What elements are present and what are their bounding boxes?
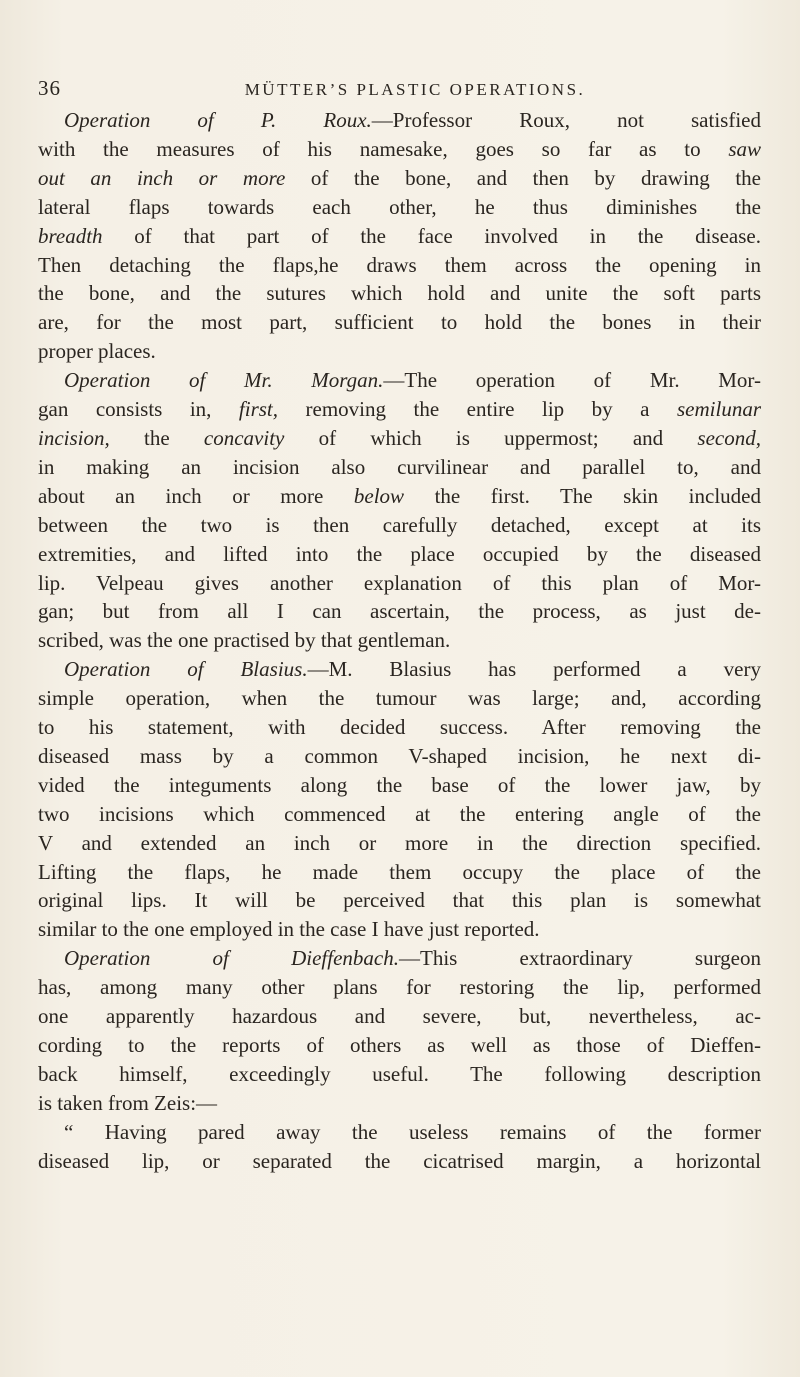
text-run: the bone, and the sutures which hold and unite the soft parts bbox=[38, 281, 761, 306]
italic-text: second, bbox=[697, 425, 761, 450]
text-line bbox=[38, 106, 761, 135]
text-line bbox=[38, 915, 761, 944]
text-run: Then detaching the flaps,he draws them across the opening in bbox=[38, 252, 761, 277]
text-run: of the bone, and then by drawing the bbox=[285, 165, 761, 190]
text-run: —M. Blasius has performed a very bbox=[307, 657, 761, 682]
text-run: is taken from Zeis:— bbox=[38, 1090, 218, 1115]
italic-text: Operation of Dieffenbach. bbox=[64, 946, 399, 971]
text-run: extremities, and lifted into the place occupied by the diseased bbox=[38, 541, 761, 566]
text-run: two incisions which commenced at the entering angle of the bbox=[38, 801, 761, 826]
text-run: about an inch or more bbox=[38, 483, 354, 508]
text-line bbox=[38, 800, 761, 829]
text-run: to his statement, with decided success. After removing the bbox=[38, 715, 761, 740]
text-line bbox=[38, 135, 761, 164]
text-line bbox=[38, 424, 761, 453]
text-run: gan; but from all I can ascertain, the process, as just de- bbox=[38, 599, 761, 624]
text-line bbox=[38, 308, 761, 337]
italic-text: out an inch or more bbox=[38, 165, 286, 190]
italic-text: Operation of Blasius. bbox=[64, 657, 308, 682]
text-line bbox=[38, 684, 761, 713]
text-run: of that part of the face involved in the disease. bbox=[102, 223, 761, 248]
text-run: in making an incision also curvilinear and parallel to, and bbox=[38, 454, 761, 479]
text-line bbox=[38, 569, 761, 598]
italic-text: semilunar bbox=[677, 397, 761, 422]
text-run: gan consists in, bbox=[38, 397, 239, 422]
text-line bbox=[38, 540, 761, 569]
italic-text: incision, bbox=[38, 425, 110, 450]
text-run: “ Having pared away the useless remains of the former bbox=[64, 1119, 761, 1144]
text-run: —Professor Roux, not satisfied bbox=[371, 108, 761, 132]
text-run: lateral flaps towards each other, he thus diminishes the bbox=[38, 194, 761, 219]
text-run: cording to the reports of others as well as those of Dieffen- bbox=[38, 1033, 761, 1057]
text-line bbox=[38, 771, 761, 800]
italic-text: concavity bbox=[203, 425, 285, 450]
text-line bbox=[38, 829, 761, 858]
text-run: original lips. It will be perceived that this plan is somewhat bbox=[38, 888, 761, 913]
text-line bbox=[38, 511, 761, 540]
text-run: vided the integuments along the base of the lower jaw, by bbox=[38, 772, 761, 797]
text-line bbox=[38, 453, 761, 482]
text-line bbox=[38, 742, 761, 771]
text-run: similar to the one employed in the case I have just reported. bbox=[38, 917, 540, 942]
text-run: the first. The skin included bbox=[404, 483, 761, 508]
text-line bbox=[38, 337, 761, 366]
text-run: Lifting the flaps, he made them occupy the place of the bbox=[38, 859, 761, 884]
text-line bbox=[38, 1089, 761, 1118]
italic-text: saw bbox=[728, 136, 761, 161]
text-run: —This extraordinary surgeon bbox=[399, 946, 761, 971]
page-number: 36 bbox=[38, 76, 61, 100]
text-run: proper places. bbox=[38, 339, 156, 364]
page-header bbox=[0, 76, 800, 106]
text-line bbox=[38, 251, 761, 280]
text-run: diseased lip, or separated the cicatrised margin, a horizontal bbox=[38, 1148, 761, 1173]
text-line bbox=[38, 366, 761, 395]
text-run: back himself, exceedingly useful. The following description bbox=[38, 1061, 761, 1086]
text-line bbox=[38, 1147, 761, 1176]
text-line bbox=[38, 597, 761, 626]
italic-text: Operation of P. Roux. bbox=[64, 108, 372, 132]
text-line bbox=[38, 973, 761, 1002]
text-run: removing the entire lip by a bbox=[278, 397, 677, 422]
text-run: lip. Velpeau gives another explanation of this plan of Mor- bbox=[38, 570, 761, 595]
text-line bbox=[38, 279, 761, 308]
text-run: —The operation of Mr. Mor- bbox=[383, 368, 761, 393]
text-run: one apparently hazardous and severe, but, nevertheless, ac- bbox=[38, 1004, 761, 1029]
text-line bbox=[38, 1118, 761, 1147]
text-line bbox=[38, 858, 761, 887]
text-run: with the measures of his namesake, goes so far as to bbox=[38, 136, 729, 161]
text-run: V and extended an inch or more in the direction specified. bbox=[38, 830, 761, 855]
running-head: MÜTTER’S PLASTIC OPERATIONS. bbox=[244, 80, 586, 99]
body-text bbox=[38, 106, 761, 1176]
italic-text: below bbox=[353, 483, 405, 508]
text-run: diseased mass by a common V-shaped incision, he next di- bbox=[38, 743, 761, 768]
text-line bbox=[38, 886, 761, 915]
text-line bbox=[38, 222, 761, 251]
text-line bbox=[38, 626, 761, 655]
text-run: scribed, was the one practised by that gentleman. bbox=[38, 628, 451, 653]
text-line bbox=[38, 193, 761, 222]
text-line bbox=[38, 395, 761, 424]
text-run: simple operation, when the tumour was large; and, according bbox=[38, 686, 761, 711]
text-line bbox=[38, 164, 761, 193]
text-run: are, for the most part, sufficient to hold the bones in their bbox=[38, 310, 761, 335]
text-line bbox=[38, 1002, 761, 1031]
italic-text: Operation of Mr. Morgan. bbox=[64, 368, 384, 393]
text-line bbox=[38, 1031, 761, 1060]
text-line bbox=[38, 655, 761, 684]
text-line bbox=[38, 713, 761, 742]
text-run: of which is uppermost; and bbox=[284, 425, 698, 450]
text-run: between the two is then carefully detached, except at its bbox=[38, 512, 761, 537]
text-run: has, among many other plans for restoring the lip, performed bbox=[38, 975, 761, 1000]
text-line bbox=[38, 482, 761, 511]
italic-text: first, bbox=[238, 397, 279, 422]
text-line bbox=[38, 1060, 761, 1089]
text-run: the bbox=[109, 425, 204, 450]
text-line bbox=[38, 944, 761, 973]
italic-text: breadth bbox=[38, 223, 103, 248]
